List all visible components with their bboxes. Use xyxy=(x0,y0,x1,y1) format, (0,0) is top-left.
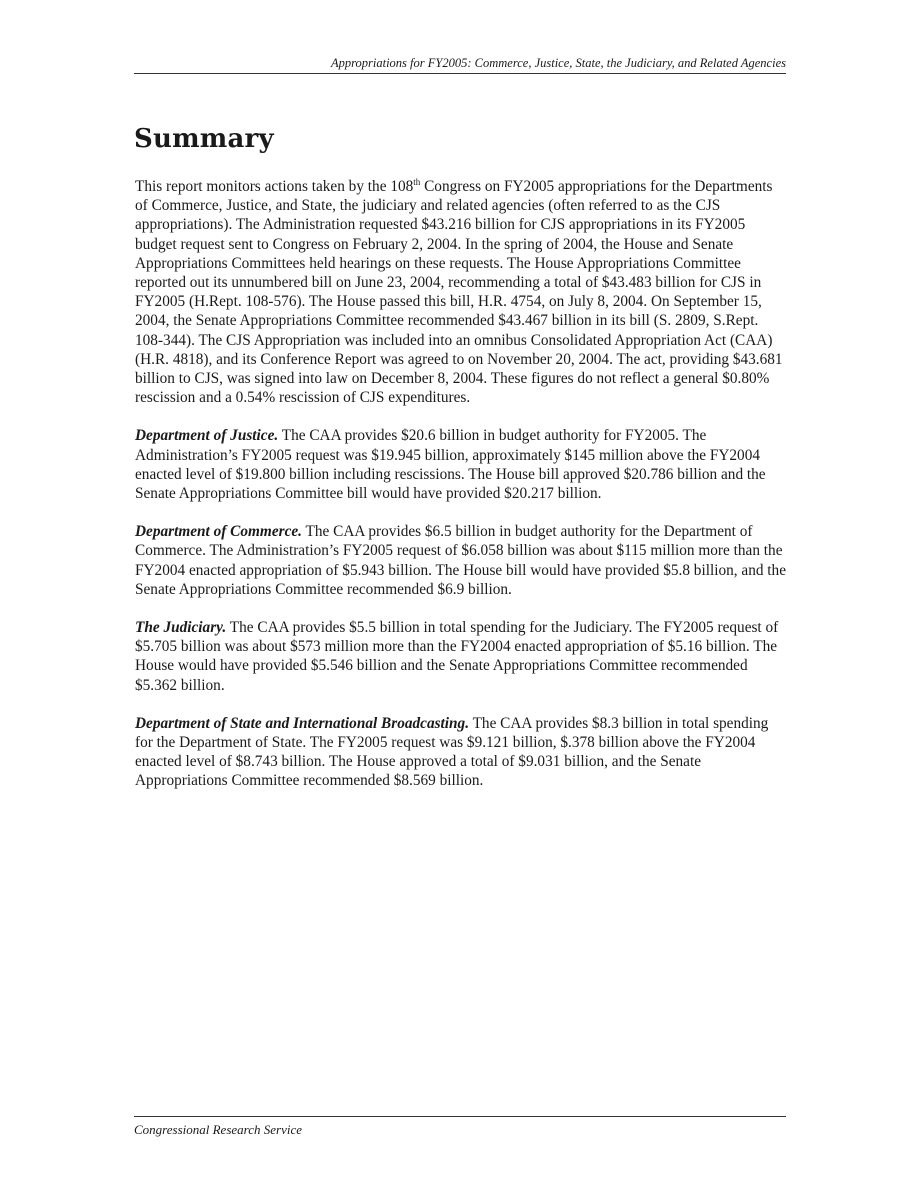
running-footer: Congressional Research Service xyxy=(134,1116,786,1138)
intro-text-rest: Congress on FY2005 appropriations for the Departments of Commerce, Justice, and State, the judiciary and related agencies (often referred to as the CJS appropriations). The Administration requested $43.216 billion for CJS appropriations in its FY2005 budget request sent to Congress on February 2, 2004. In the spring of 2004, the House and Senate Appropriations Committees held hearings on these requests. The House Appropriations Committee reported out its unnumbered bill on June 23, 2004, recommending a total of $43.483 billion for CJS in FY2005 (H.Rept. 108-576). The House passed this bill, H.R. 4754, on July 8, 2004. On September 15, 2004, the Senate Appropriations Committee recommended $43.467 billion in its bill (S. 2809, S.Rept. 108-344). The CJS Appropriation was included into an omnibus Consolidated Appropriation Act (CAA) (H.R. 4818), and its Conference Report was agreed to on November 20, 2004. The act, providing $43.681 billion to CJS, was signed into law on December 8, 2004. These figures do not reflect a general $0.80% rescission and a 0.54% rescission of CJS expenditures. xyxy=(135,178,783,407)
page-title: Summary xyxy=(134,124,274,154)
intro-text-start: This report monitors actions taken by the 108 xyxy=(135,178,414,195)
justice-paragraph xyxy=(135,426,787,503)
running-header: Appropriations for FY2005: Commerce, Justice, State, the Judiciary, and Related Agencies xyxy=(134,55,786,74)
justice-heading: Department of Justice. xyxy=(135,427,279,445)
judiciary-heading: The Judiciary. xyxy=(135,619,227,637)
judiciary-paragraph xyxy=(135,618,787,695)
justice-text: The CAA provides $20.6 billion in budget authority for FY2005. The Administration’s FY2005 request was $19.945 billion, approximately $145 million above the FY2004 enacted level of $19.800 billion including rescissions. The House bill approved $20.786 billion and the Senate Appropriations Committee bill would have provided $20.217 billion. xyxy=(135,427,766,503)
commerce-heading: Department of Commerce. xyxy=(135,523,302,541)
commerce-text: The CAA provides $6.5 billion in budget authority for the Department of Commerce. The Administration’s FY2005 request of $6.058 billion was about $115 million more than the FY2004 enacted appropriation of $5.943 billion. The House bill would have provided $5.8 billion, and the Senate Appropriations Committee recommended $6.9 billion. xyxy=(135,523,786,598)
state-paragraph xyxy=(135,714,787,791)
state-heading: Department of State and International Broadcasting. xyxy=(135,714,470,732)
judiciary-text: The CAA provides $5.5 billion in total spending for the Judiciary. The FY2005 request of $5.705 billion was about $573 million more than the FY2004 enacted appropriation of $5.16 billion. The House would have provided $5.546 billion and the Senate Appropriations Committee recommended $5.362 billion. xyxy=(135,619,779,694)
state-text: The CAA provides $8.3 billion in total spending for the Department of State. The FY2005 request was $9.121 billion, $.378 billion above the FY2004 enacted level of $8.743 billion. The House approved a total of $9.031 billion, and the Senate Appropriations Committee recommended $8.569 billion. xyxy=(135,714,769,790)
ordinal-suffix: th xyxy=(413,177,421,187)
commerce-paragraph xyxy=(135,522,787,599)
intro-paragraph xyxy=(135,177,787,407)
summary-body xyxy=(135,177,787,810)
